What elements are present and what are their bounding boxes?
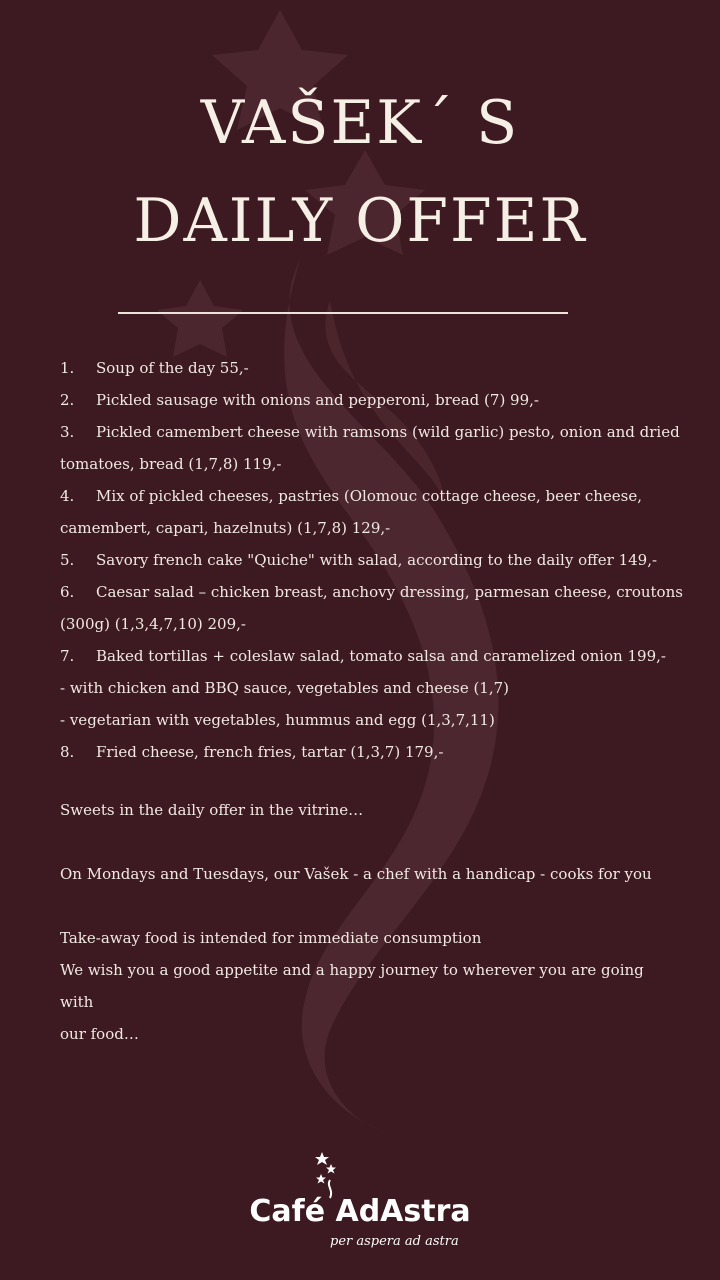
title-divider bbox=[118, 312, 568, 314]
menu-item-2: 2. Pickled sausage with onions and pepperoni, bread (7) 99,- bbox=[60, 391, 539, 409]
menu-item-4-cont: camembert, capari, hazelnuts) (1,7,8) 129,- bbox=[60, 519, 391, 537]
page-title-line2: DAILY OFFER bbox=[133, 186, 587, 256]
menu-item-6-cont: (300g) (1,3,4,7,10) 209,- bbox=[60, 615, 246, 633]
note-wish-line2: our food… bbox=[60, 1025, 139, 1043]
menu-item-8: 8. Fried cheese, french fries, tartar (1,3,7) 179,- bbox=[60, 743, 444, 761]
stars-icon bbox=[312, 1150, 342, 1200]
note-chef: On Mondays and Tuesdays, our Vašek - a chef with a handicap - cooks for you bbox=[60, 865, 652, 883]
menu-item-3-cont: tomatoes, bread (1,7,8) 119,- bbox=[60, 455, 282, 473]
note-takeaway: Take-away food is intended for immediate consumption bbox=[60, 929, 482, 947]
note-sweets: Sweets in the daily offer in the vitrine… bbox=[60, 801, 364, 819]
page-title-line1: VAŠEK´ S bbox=[200, 88, 520, 158]
menu-item-6: 6. Caesar salad – chicken breast, anchovy dressing, parmesan cheese, croutons bbox=[60, 583, 683, 601]
menu-item-3: 3. Pickled camembert cheese with ramsons (wild garlic) pesto, onion and dried bbox=[60, 423, 680, 441]
logo-name: Café AdAstra bbox=[249, 1194, 471, 1229]
notes-section bbox=[60, 794, 680, 1050]
cafe-logo bbox=[240, 1150, 480, 1260]
menu-item-4: 4. Mix of pickled cheeses, pastries (Olomouc cottage cheese, beer cheese, bbox=[60, 487, 642, 505]
menu-item-7-chicken: - with chicken and BBQ sauce, vegetables and cheese (1,7) bbox=[60, 679, 510, 697]
menu-list bbox=[60, 352, 683, 768]
note-wish-line1: We wish you a good appetite and a happy journey to wherever you are going with bbox=[60, 961, 644, 1011]
logo-tagline: per aspera ad astra bbox=[330, 1234, 459, 1249]
menu-item-7-vegetarian: - vegetarian with vegetables, hummus and egg (1,3,7,11) bbox=[60, 711, 495, 729]
menu-item-5: 5. Savory french cake "Quiche" with salad, according to the daily offer 149,- bbox=[60, 551, 658, 569]
menu-item-1: 1. Soup of the day 55,- bbox=[60, 359, 249, 377]
menu-item-7: 7. Baked tortillas + coleslaw salad, tomato salsa and caramelized onion 199,- bbox=[60, 647, 666, 665]
